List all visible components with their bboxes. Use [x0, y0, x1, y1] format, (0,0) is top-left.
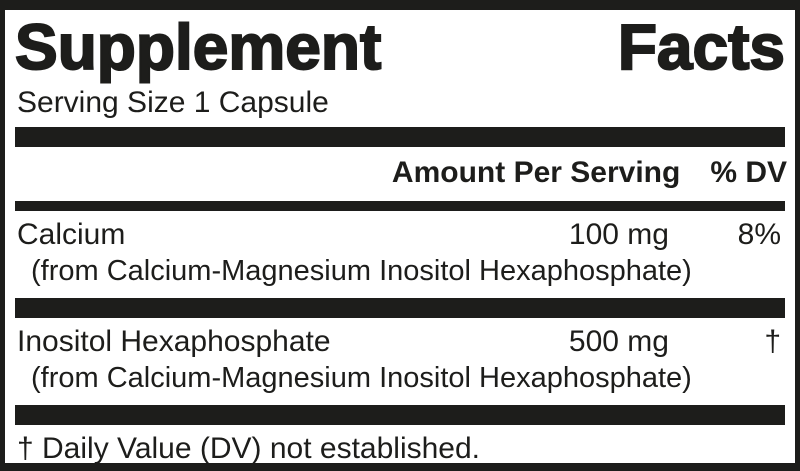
thick-separator-top: [15, 127, 785, 147]
thick-separator-bottom: [15, 405, 785, 425]
nutrient-name: Calcium: [17, 218, 126, 251]
daily-value-footnote: † Daily Value (DV) not established.: [17, 432, 481, 465]
nutrient-row-calcium: [13, 211, 787, 298]
title-word-supplement: Supplement: [15, 11, 382, 83]
nutrient-source: (from Calcium-Magnesium Inositol Hexaphosphate): [31, 362, 692, 394]
nutrient-row-inositol-hexaphosphate: [13, 318, 787, 405]
thick-separator-mid: [15, 298, 785, 318]
percent-dv-label: % DV: [710, 156, 787, 189]
nutrient-dv: †: [764, 325, 781, 358]
supplement-facts-title: [13, 10, 787, 86]
thin-separator-header: [15, 201, 785, 211]
title-word-facts: Facts: [617, 11, 785, 83]
amount-per-serving-label: Amount Per Serving: [391, 156, 681, 189]
nutrient-row-main: [13, 323, 787, 360]
nutrient-dv: 8%: [737, 218, 781, 251]
nutrient-row-main: [13, 216, 787, 253]
serving-size-text: Serving Size 1 Capsule: [17, 86, 329, 119]
nutrient-source: (from Calcium-Magnesium Inositol Hexaphosphate): [31, 255, 692, 287]
column-header-row: [13, 147, 787, 201]
nutrient-amount: 100 mg: [568, 218, 669, 251]
nutrient-name: Inositol Hexaphosphate: [17, 325, 331, 358]
nutrient-amount: 500 mg: [568, 325, 669, 358]
